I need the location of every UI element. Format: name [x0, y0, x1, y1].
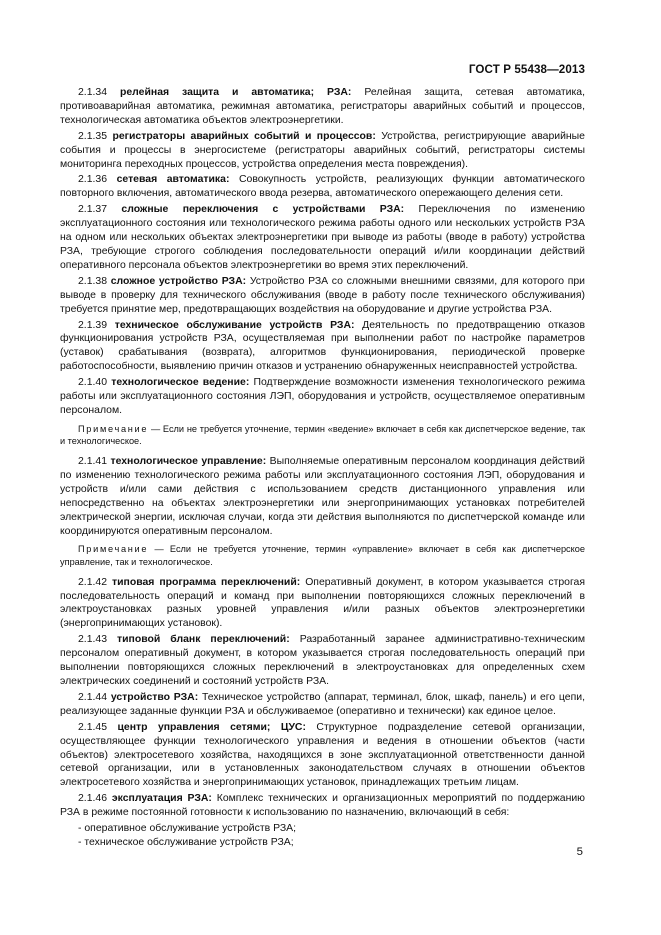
page-number: 5: [576, 846, 583, 858]
term: устройство РЗА:: [110, 691, 199, 703]
term: типовой бланк переключений:: [117, 634, 290, 646]
list-item: - техническое обслуживание устройств РЗА;: [78, 836, 294, 848]
definition-2-1-46: 2.1.46 эксплуатация РЗА: Комплекс технических и организационных мероприятий по поддержанию РЗА в режиме постоянной готовности к использованию по назначению, включающий в себя:: [60, 793, 586, 819]
term: релейная защита и автоматика; РЗА:: [120, 87, 352, 98]
note-label: Примечание: [78, 423, 149, 434]
term: эксплуатация РЗА:: [111, 793, 212, 805]
definition-2-1-36: 2.1.36 сетевая автоматика: Совокупность устройств, реализующих функции автоматического повторного включения, автоматического ввода резерва, автоматического опережающего деления сети.: [60, 174, 585, 200]
term: регистраторы аварийных событий и процессов:: [112, 130, 376, 142]
term: технологическое управление:: [110, 456, 267, 468]
term: центр управления сетями; ЦУС:: [117, 721, 306, 733]
list-item: - оперативное обслуживание устройств РЗА;: [78, 823, 296, 835]
term: сложные переключения с устройствами РЗА:: [121, 204, 405, 216]
term: техническое обслуживание устройств РЗА:: [114, 319, 355, 331]
note-2: Примечание — Если не требуется уточнение, термин «управление» включает в себя как диспетчерское управление, так и технологическое.: [60, 544, 585, 568]
definition-2-1-45: 2.1.45 центр управления сетями; ЦУС: Структурное подразделение сетевой организации, осуществляющее функции технологического управления и ведения в отношении объектов (части объектов) электросетевого хозяйства, находящихся в зоне эксплуатационной ответственности данной сетевой организации, или в установленных законодательством случаях в отношении объектов электросетевого хозяйства и энергопринимающих установок, принадлежащих третьим лицам.: [60, 721, 585, 789]
definition-2-1-35: 2.1.35 регистраторы аварийных событий и процессов: Устройства, регистрирующие аварийные события и процессы в энергосистеме (регистраторы аварийных событий, регистраторы системы мониторинга переходных процессов, устройства определения места повреждения).: [60, 130, 585, 170]
definition-2-1-41: 2.1.41 технологическое управление: Выполняемые оперативным персоналом координация действий по изменению технологического режима работы или эксплуатационного состояния ЛЭП, оборудования и устройств и/или сами действия с использованием средств дистанционного управления или непосредственно на объектах электроэнергетики или энергопринимающих установках потребителей электрической энергии, исключая случаи, когда эти действия выполняются по диспетчерской команде или координируются оперативным персоналом.: [60, 456, 585, 537]
definition-2-1-39: 2.1.39 техническое обслуживание устройств РЗА: Деятельность по предотвращению отказов функционирования устройств РЗА, осуществляемая при выполнении работ по настройке параметров (уставок) срабатывания (возврата), алгоритмов функционирования, периодической проверке работоспособности, выявлению причин отказов и устранению обнаруженных неисправностей устройства.: [60, 319, 585, 373]
document-body: [60, 86, 585, 850]
definition-2-1-34: 2.1.34 релейная защита и автоматика; РЗА: Релейная защита, сетевая автоматика, противоаварийная автоматика, режимная автоматика, регистраторы аварийных событий и процессов, технологическая автоматика объектов электроэнергетики.: [60, 87, 586, 126]
term: сетевая автоматика:: [116, 174, 230, 186]
definition-2-1-37: 2.1.37 сложные переключения с устройствами РЗА: Переключения по изменению эксплуатационного состояния или технологического режима работы одного или нескольких устройств РЗА на одном или нескольких объектах электроэнергетики при выводе из работы (вводе в работу) устройства РЗА, требующие строгого соблюдения последовательности операций и/или координации действий оперативного персонала объектов электроэнергетики во время этих переключений.: [60, 204, 586, 271]
term: типовая программа переключений:: [111, 576, 301, 588]
definition-2-1-43: 2.1.43 типовой бланк переключений: Разработанный заранее административно-техническим персоналом оперативный документ, в котором указывается строгая последовательность операций при выполнении повторяющихся сложных переключений в электроустановках для определенных схем электрических соединений и состояний устройств РЗА.: [60, 634, 585, 687]
term: технологическое ведение:: [111, 377, 250, 389]
definition-2-1-44: 2.1.44 устройство РЗА: Техническое устройство (аппарат, терминал, блок, шкаф, панель) и его цепи, реализующее заданные функции РЗА и обслуживаемое (оперативно и технически) как единое целое.: [60, 691, 585, 717]
definition-2-1-42: 2.1.42 типовая программа переключений: Оперативный документ, в котором указывается строгая последовательность операций и команд при выполнении повторяющихся сложных переключений в электроустановках разных уровней управления и/или разных объектов электроэнергетики (энергопринимающих установок).: [60, 576, 585, 630]
definition-2-1-38: 2.1.38 сложное устройство РЗА: Устройство РЗА со сложными внешними связями, для которого при выводе в проверку для технического обслуживания (вводе в работу после технического обслуживания) требуется принятие мер, предотвращающих воздействия на оборудование и другие устройства РЗА.: [60, 275, 586, 315]
note-1: Примечание — Если не требуется уточнение, термин «ведение» включает в себя как диспетчерское ведение, так и технологическое.: [60, 423, 585, 447]
term: сложное устройство РЗА:: [110, 275, 247, 287]
standard-header: ГОСТ Р 55438—2013: [468, 63, 585, 76]
definition-2-1-40: 2.1.40 технологическое ведение: Подтверждение возможности изменения технологического режима работы или эксплуатационного состояния ЛЭП, оборудования и устройств, осуществляемое оперативным персоналом.: [60, 377, 586, 416]
note-label: Примечание: [78, 544, 149, 555]
